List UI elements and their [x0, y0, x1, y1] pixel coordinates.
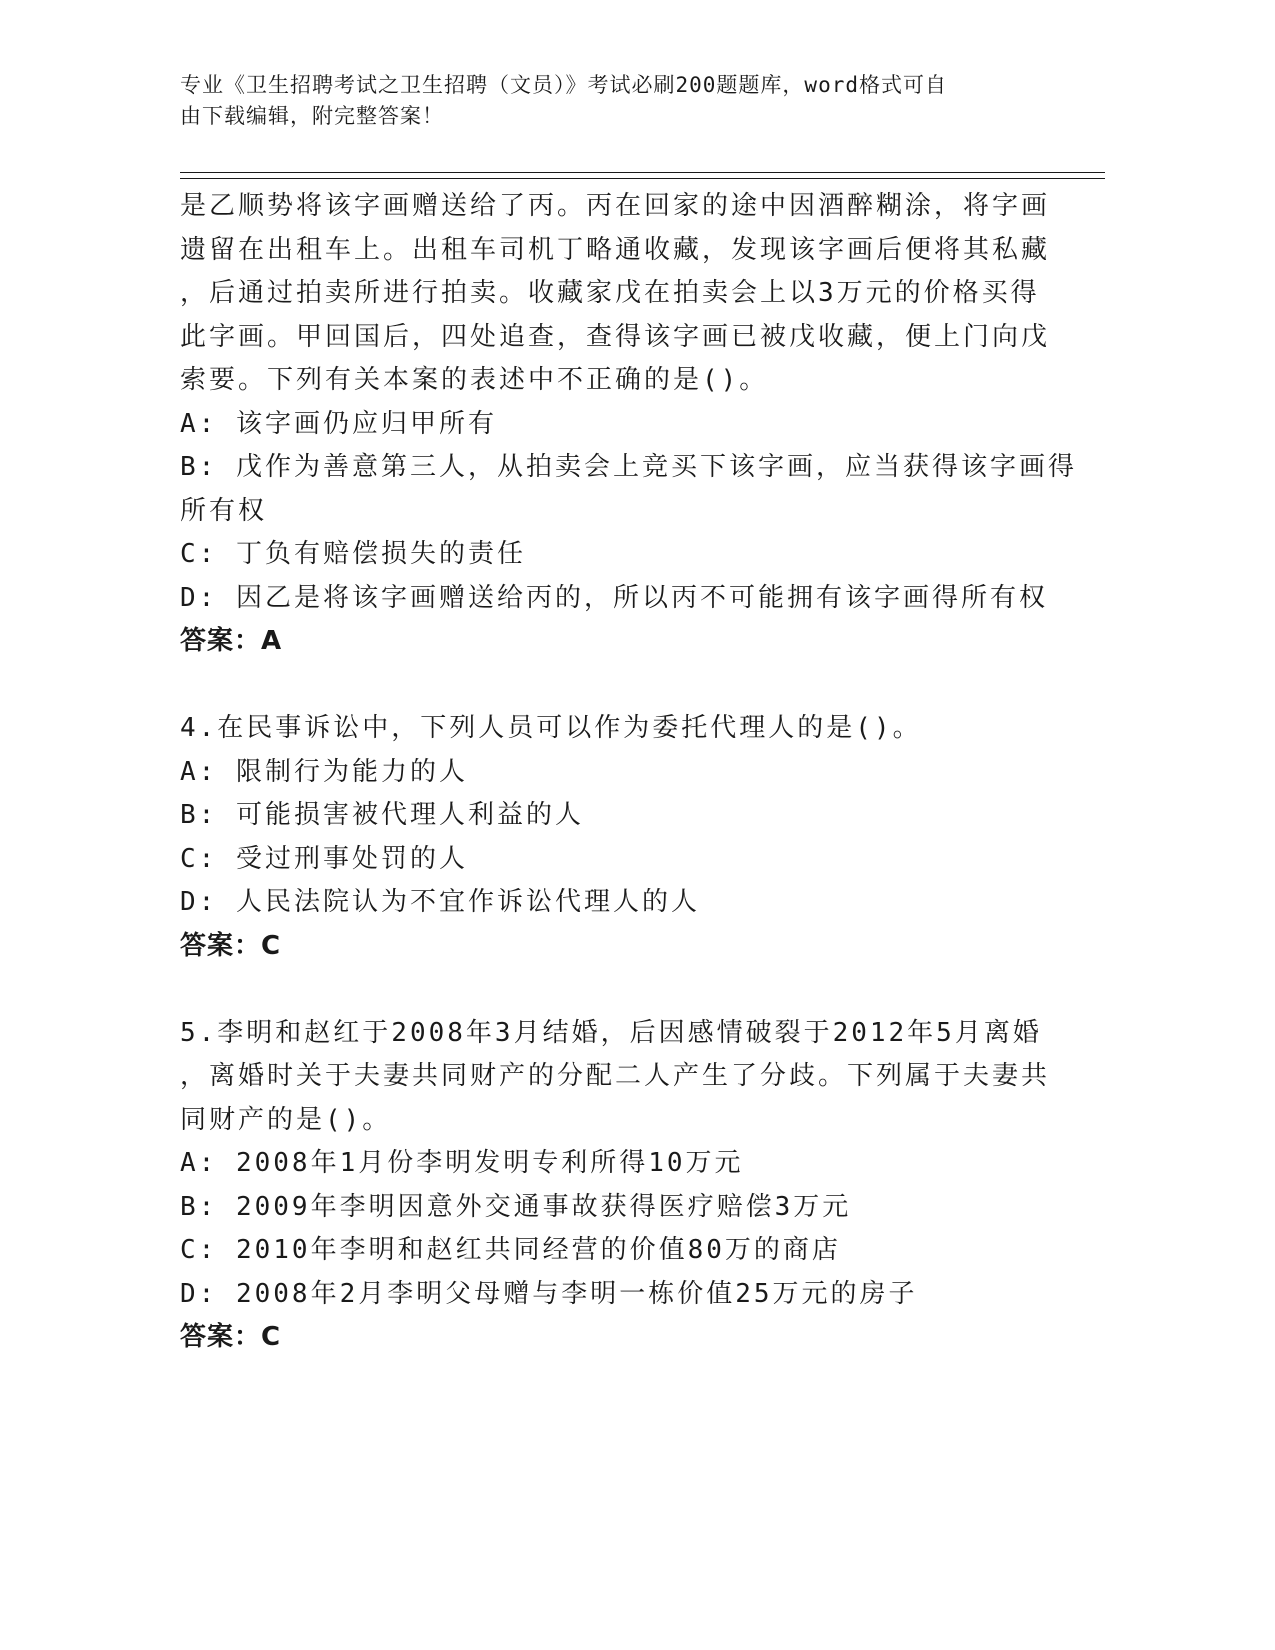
option-b: B: 戊作为善意第三人，从拍卖会上竞买下该字画，应当获得该字画得	[180, 452, 1077, 482]
question-3	[180, 185, 1077, 664]
question-stem-line: 此字画。甲回国后，四处追查，查得该字画已被戊收藏，便上门向戊	[180, 321, 1051, 352]
answer-label: 答案：C	[180, 930, 282, 961]
option-b: B: 2009年李明因意外交通事故获得医疗赔偿3万元	[180, 1191, 852, 1222]
question-stem: 4.在民事诉讼中，下列人员可以作为委托代理人的是()。	[180, 713, 922, 743]
answer-label: 答案：C	[180, 1322, 282, 1352]
question-4	[180, 707, 1060, 968]
document-header	[180, 70, 1040, 132]
option-c: C: 丁负有赔偿损失的责任	[180, 539, 526, 569]
question-stem-line: 同财产的是()。	[180, 1104, 392, 1135]
document-body	[180, 185, 1077, 1360]
answer-label: 答案：A	[180, 626, 283, 656]
option-a: A: 限制行为能力的人	[180, 756, 468, 787]
question-spacer	[180, 664, 1060, 708]
header-title-line-1: 专业《卫生招聘考试之卫生招聘（文员）》考试必刷200题题库，word格式可自	[180, 73, 947, 97]
option-a: A: 2008年1月份李明发明专利所得10万元	[180, 1148, 744, 1178]
option-b: B: 可能损害被代理人利益的人	[180, 800, 584, 830]
header-divider-top	[180, 172, 1105, 173]
question-5	[180, 1012, 1060, 1360]
option-a: A: 该字画仍应归甲所有	[180, 408, 497, 439]
question-stem-line: 索要。下列有关本案的表述中不正确的是()。	[180, 365, 769, 395]
question-spacer	[180, 968, 1060, 1012]
question-stem-line: 是乙顺势将该字画赠送给了丙。丙在回家的途中因酒醉糊涂，将字画	[180, 191, 1051, 221]
question-stem-line: 5.李明和赵红于2008年3月结婚，后因感情破裂于2012年5月离婚	[180, 1017, 1042, 1048]
option-d: D: 人民法院认为不宜作诉讼代理人的人	[180, 887, 700, 917]
question-stem-line: ，后通过拍卖所进行拍卖。收藏家戊在拍卖会上以3万元的价格买得	[180, 278, 1040, 308]
header-divider-bottom	[180, 178, 1105, 179]
question-stem-line: ，离婚时关于夫妻共同财产的分配二人产生了分歧。下列属于夫妻共	[180, 1061, 1051, 1091]
question-stem-line: 遗留在出租车上。出租车司机丁略通收藏，发现该字画后便将其私藏	[180, 234, 1051, 265]
option-b-continued: 所有权	[180, 495, 268, 526]
header-title-line-2: 由下载编辑，附完整答案！	[180, 104, 444, 128]
option-c: C: 2010年李明和赵红共同经营的价值80万的商店	[180, 1235, 841, 1265]
option-d: D: 因乙是将该字画赠送给丙的，所以丙不可能拥有该字画得所有权	[180, 582, 1048, 613]
option-d: D: 2008年2月李明父母赠与李明一栋价值25万元的房子	[180, 1278, 918, 1309]
option-c: C: 受过刑事处罚的人	[180, 843, 468, 874]
